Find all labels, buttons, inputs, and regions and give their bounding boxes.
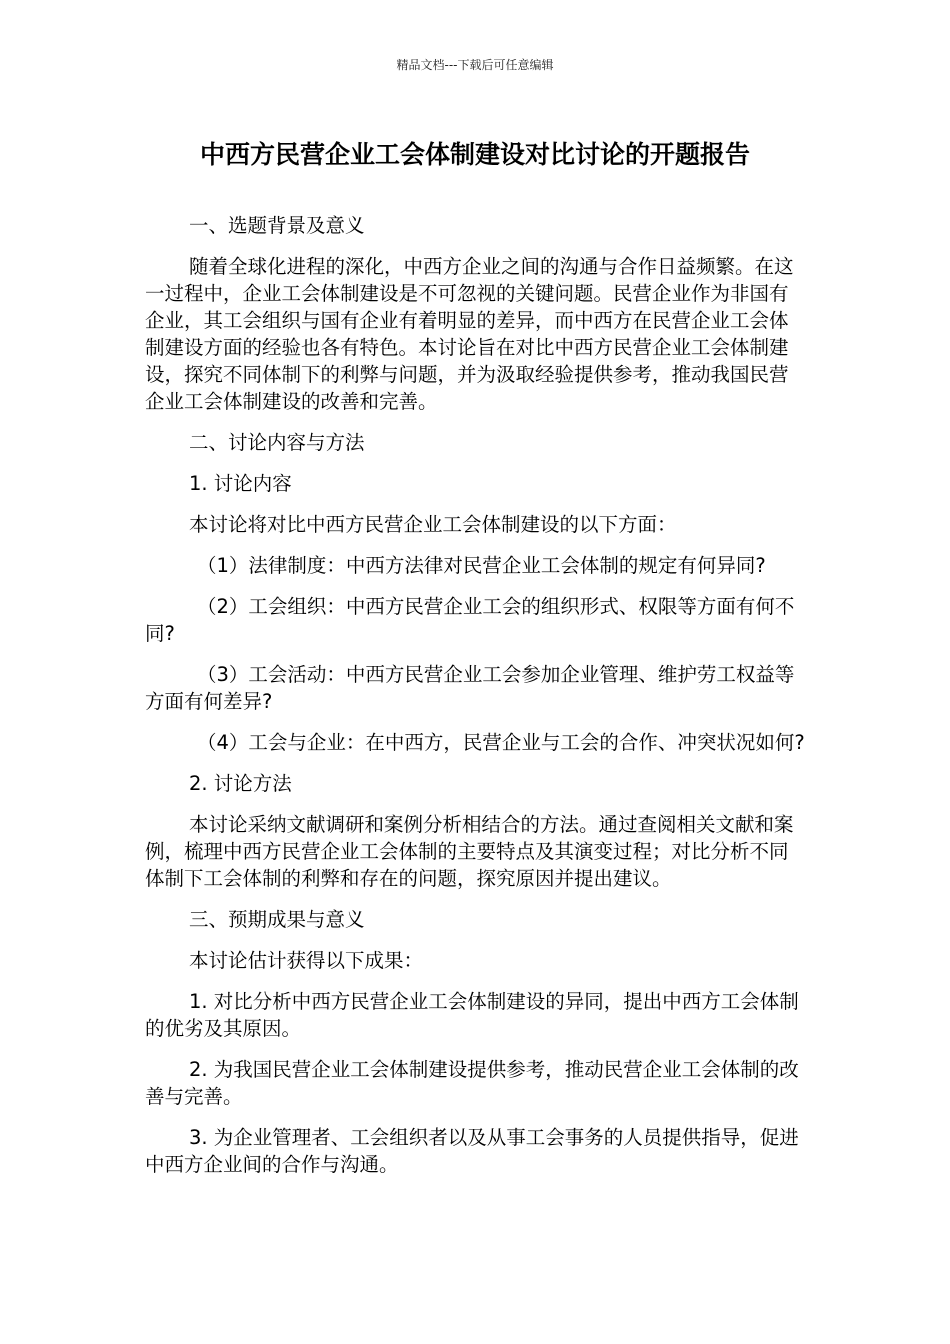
list-item-activity: （3）工会活动：中西方民营企业工会参加企业管理、维护劳工权益等方面有何差异? bbox=[145, 663, 795, 713]
header-note: 精品文档---下载后可任意编辑 bbox=[396, 58, 554, 72]
section-heading-content-method: 二、讨论内容与方法 bbox=[189, 431, 365, 454]
paragraph-method: 本讨论采纳文献调研和案例分析相结合的方法。通过查阅相关文献和案例，梳理中西方民营企业工会体制的主要特点及其演变过程；对比分析不同体制下工会体制的利弊和存在的问题，探究原因并提出建议。 bbox=[145, 813, 794, 890]
list-item-law: （1）法律制度：中西方法律对民营企业工会体制的规定有何异同? bbox=[197, 554, 766, 577]
list-item-organization: （2）工会组织：中西方民营企业工会的组织形式、权限等方面有何不同? bbox=[145, 595, 795, 645]
paragraph-content-intro: 本讨论将对比中西方民营企业工会体制建设的以下方面： bbox=[189, 513, 677, 536]
document-body bbox=[145, 212, 807, 1192]
list-item-result-1: 1. 对比分析中西方民营企业工会体制建设的异同，提出中西方工会体制的优劣及其原因。 bbox=[145, 990, 799, 1040]
list-item-relationship: （4）工会与企业：在中西方，民营企业与工会的合作、冲突状况如何? bbox=[197, 731, 805, 754]
list-item-result-3: 3. 为企业管理者、工会组织者以及从事工会事务的人员提供指导，促进中西方企业间的合作与沟通。 bbox=[145, 1126, 799, 1176]
section-heading-results: 三、预期成果与意义 bbox=[189, 908, 365, 931]
document-title: 中西方民营企业工会体制建设对比讨论的开题报告 bbox=[199, 140, 750, 169]
paragraph-background: 随着全球化进程的深化，中西方企业之间的沟通与合作日益频繁。在这一过程中，企业工会体制建设是不可忽视的关键问题。民营企业作为非国有企业，其工会组织与国有企业有着明显的差异，而中西方在民营企业工会体制建设方面的经验也各有特色。本讨论旨在对比中西方民营企业工会体制建设，探究不同体制下的利弊与问题，并为汲取经验提供参考，推动我国民营企业工会体制建设的改善和完善。 bbox=[145, 255, 794, 413]
section-heading-background: 一、选题背景及意义 bbox=[189, 214, 365, 237]
paragraph-results-intro: 本讨论估计获得以下成果： bbox=[189, 949, 424, 972]
subheading-method: 2. 讨论方法 bbox=[189, 772, 292, 795]
list-item-result-2: 2. 为我国民营企业工会体制建设提供参考，推动民营企业工会体制的改善与完善。 bbox=[145, 1058, 799, 1108]
subheading-content: 1. 讨论内容 bbox=[189, 472, 292, 495]
